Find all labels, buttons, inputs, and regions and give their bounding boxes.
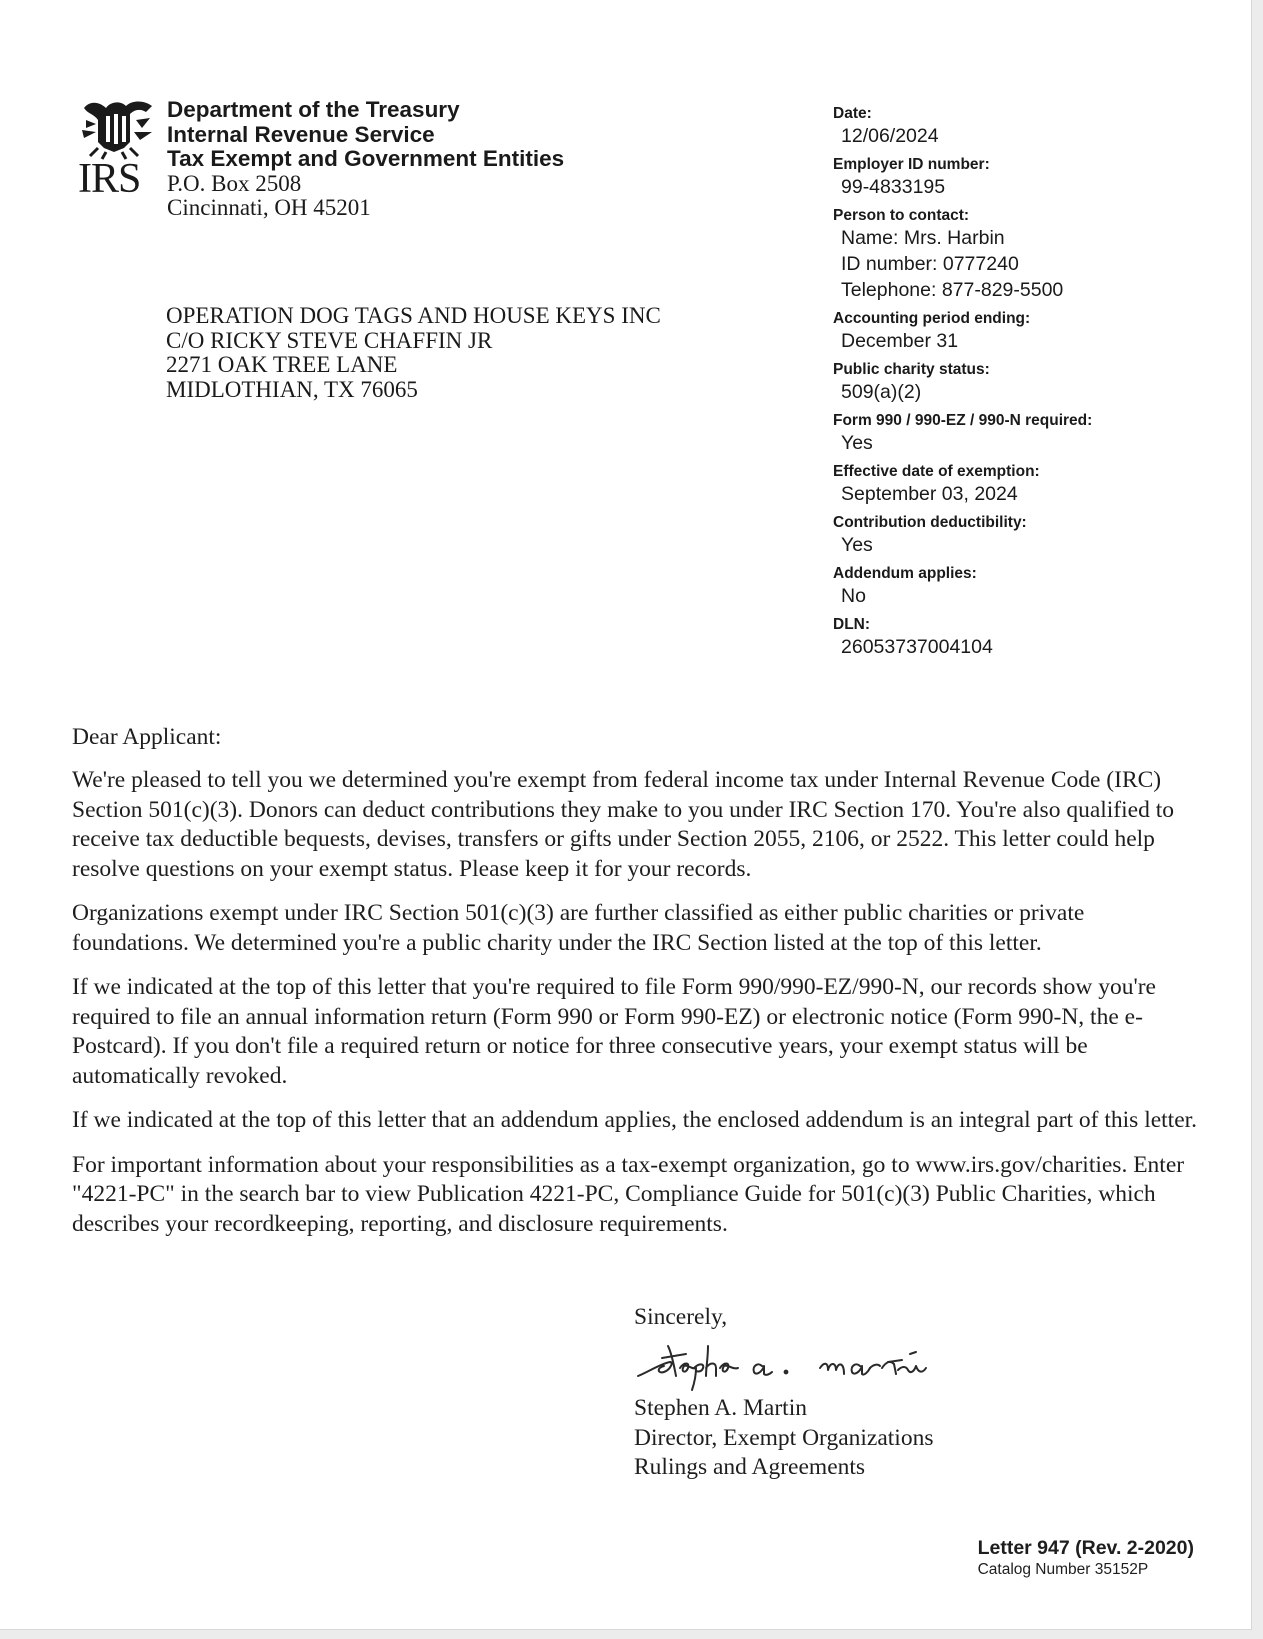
addendum-label: Addendum applies: [833, 565, 977, 582]
closing-sincerely: Sincerely, [634, 1304, 728, 1330]
letter-footer [978, 1536, 1194, 1580]
charity-status-value: 509(a)(2) [841, 381, 922, 403]
agency-po-box: P.O. Box 2508 [167, 170, 302, 196]
recipient-street: 2271 OAK TREE LANE [166, 352, 398, 377]
effective-date-label: Effective date of exemption: [833, 463, 1040, 480]
irs-eagle-seal-icon [80, 98, 156, 160]
recipient-org-name: OPERATION DOG TAGS AND HOUSE KEYS INC [166, 303, 661, 328]
paragraph-filing: If we indicated at the top of this letter that you're required to file Form 990/990-EZ/990-N, our records show you're required to file an annual information return (Form 990 or Form 990-EZ) or electronic notice (Form 990-N, the e-Postcard). If you don't file a required return or notice for three consecutive years, your exempt status will be automatically revoked. [72, 974, 1156, 1089]
handwritten-signature-icon [634, 1332, 934, 1394]
paragraph-classification: Organizations exempt under IRC Section 501(c)(3) are further classified as either public charities or private foundations. We determined you're a public charity under the IRC Section listed at the top of this letter. [72, 900, 1085, 956]
paragraph-exemption: We're pleased to tell you we determined you're exempt from federal income tax under Internal Revenue Code (IRC) Section 501(c)(3). Donors can deduct contributions they make to you under IRC Section 170. You're also qualified to receive tax deductible bequests, devises, transfers or gifts under Section 2055, 2106, or 2522. This letter could help resolve questions on your exempt status. Please keep it for your records. [72, 767, 1174, 882]
recipient-city: MIDLOTHIAN, TX 76065 [166, 376, 418, 402]
signature [634, 1332, 934, 1394]
irs-logo-text: IRS [78, 156, 141, 202]
paragraph-resources: For important information about your responsibilities as a tax-exempt organization, go to www.irs.gov/charities. Enter "4221-PC" in the search bar to view Publication 4221-PC, Compliance Guide for 501(c)(3) Public Charities, which describes your recordkeeping, reporting, and disclosure requirements. [72, 1151, 1185, 1237]
deductibility-label: Contribution deductibility: [833, 514, 1027, 531]
charity-status-label: Public charity status: [833, 361, 990, 378]
contact-phone: Telephone: 877-829-5500 [841, 279, 1064, 301]
effective-date-value: September 03, 2024 [841, 483, 1018, 505]
form-required-label: Form 990 / 990-EZ / 990-N required: [833, 412, 1093, 429]
recipient-address [166, 304, 661, 402]
date-label: Date: [833, 105, 872, 122]
signer-name: Stephen A. Martin [634, 1395, 807, 1421]
form-required-value: Yes [841, 432, 873, 454]
dln-value: 26053737004104 [841, 636, 993, 658]
contact-id: ID number: 0777240 [841, 253, 1019, 275]
period-label: Accounting period ending: [833, 310, 1031, 327]
ein-label: Employer ID number: [833, 156, 990, 173]
period-value: December 31 [841, 330, 959, 352]
agency-division: Tax Exempt and Government Entities [167, 146, 565, 171]
letter-closing [634, 1302, 934, 1483]
letter-number: Letter 947 (Rev. 2-2020) [977, 1537, 1194, 1559]
letter-body [72, 722, 1202, 1254]
signer-office: Rulings and Agreements [634, 1454, 866, 1480]
irs-logo [78, 98, 158, 208]
contact-name: Name: Mrs. Harbin [841, 227, 1005, 249]
addendum-value: No [841, 585, 866, 607]
contact-label: Person to contact: [833, 207, 970, 224]
agency-department: Department of the Treasury [167, 97, 460, 122]
dln-label: DLN: [833, 616, 871, 633]
paragraph-addendum: If we indicated at the top of this letter that an addendum applies, the enclosed addendum is an integral part of this letter. [72, 1107, 1198, 1133]
agency-irs: Internal Revenue Service [167, 121, 435, 147]
signer-title: Director, Exempt Organizations [634, 1424, 934, 1451]
greeting: Dear Applicant: [72, 724, 222, 750]
date-value: 12/06/2024 [841, 125, 939, 147]
letter-info-column [833, 104, 1233, 666]
recipient-care-of: C/O RICKY STEVE CHAFFIN JR [166, 327, 493, 353]
deductibility-value: Yes [841, 534, 873, 556]
catalog-number: Catalog Number 35152P [977, 1561, 1149, 1578]
agency-city: Cincinnati, OH 45201 [167, 195, 371, 220]
agency-address [167, 98, 564, 221]
ein-value: 99-4833195 [841, 176, 946, 198]
